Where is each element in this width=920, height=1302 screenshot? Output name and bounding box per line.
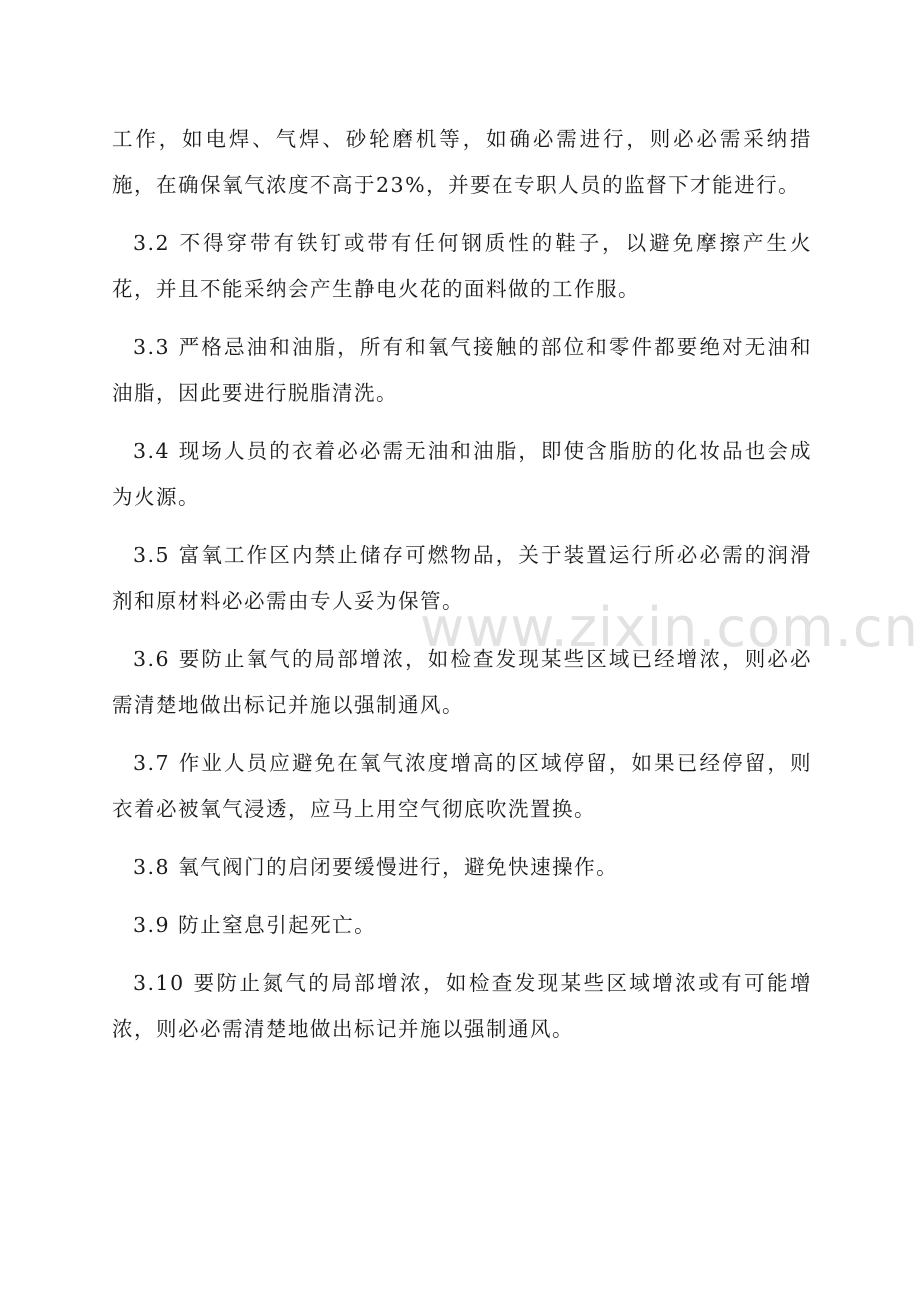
paragraph-3-9: 3.9 防止窒息引起死亡。 — [133, 913, 377, 937]
paragraph-3-4: 3.4 现场人员的衣着必必需无油和油脂，即使含脂肪的化妆品也会成为火源。 — [112, 439, 812, 509]
paragraph-3-3: 3.3 严格忌油和油脂，所有和氧气接触的部位和零件都要绝对无油和油脂，因此要进行脱脂清洗。 — [112, 335, 812, 405]
paragraph-continued: 工作，如电焊、气焊、砂轮磨机等，如确必需进行，则必必需采纳措施，在确保氧气浓度不高于23%，并要在专职人员的监督下才能进行。 — [112, 127, 812, 197]
paragraph-3-10: 3.10 要防止氮气的局部增浓，如检查发现某些区域增浓或有可能增浓，则必必需清楚地做出标记并施以强制通风。 — [112, 971, 812, 1041]
paragraph-3-5: 3.5 富氧工作区内禁止储存可燃物品，关于装置运行所必必需的润滑剂和原材料必必需由专人妥为保管。 — [112, 543, 812, 613]
watermark: www.zixin.com.cn — [420, 596, 919, 659]
paragraph-3-7: 3.7 作业人员应避免在氧气浓度增高的区域停留，如果已经停留，则衣着必被氧气浸透，应马上用空气彻底吹洗置换。 — [112, 751, 812, 821]
paragraph-3-2: 3.2 不得穿带有铁钉或带有任何钢质性的鞋子，以避免摩擦产生火花，并且不能采纳会产生静电火花的面料做的工作服。 — [112, 231, 812, 301]
paragraph-3-6: 3.6 要防止氧气的局部增浓，如检查发现某些区域已经增浓，则必必需清楚地做出标记并施以强制通风。 — [112, 647, 812, 717]
paragraph-3-8: 3.8 氧气阀门的启闭要缓慢进行，避免快速操作。 — [133, 855, 619, 879]
document-body — [112, 116, 812, 1064]
